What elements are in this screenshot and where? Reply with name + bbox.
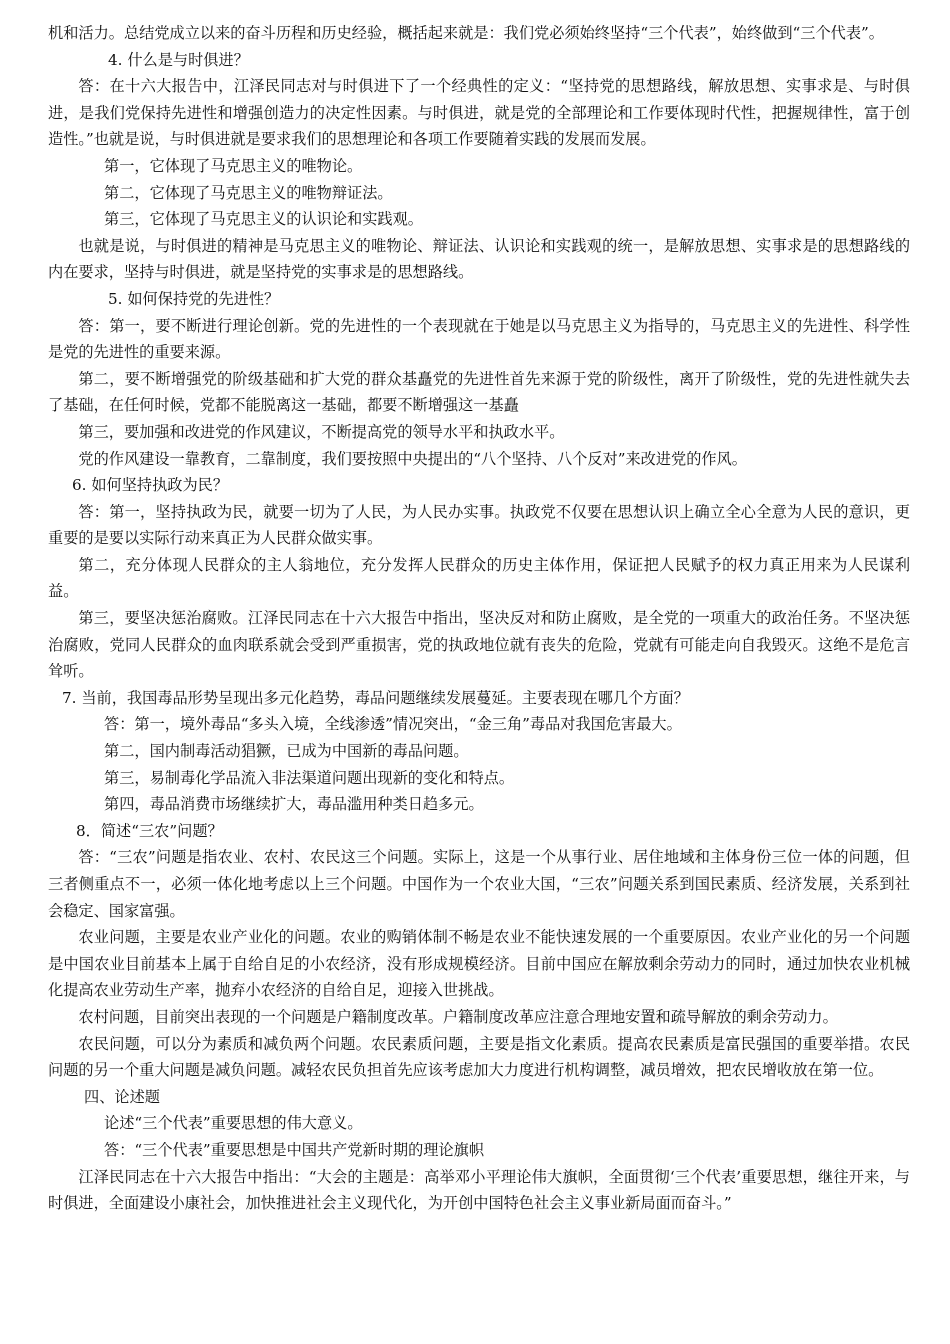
paragraph: 农村问题，目前突出表现的一个问题是户籍制度改革。户籍制度改革应注意合理地安置和疏导解放的剩余劳动力。 [78, 1007, 838, 1026]
question-heading: 8．简述“三农”问题？ [76, 821, 223, 840]
paragraph: 第二，它体现了马克思主义的唯物辩证法。 [104, 183, 393, 202]
paragraph: 答：在十六大报告中，江泽民同志对与时俱进下了一个经典性的定义：“坚持党的思想路线，解放思想、实事求是、与时俱进，是我们党保持先进性和增强创造力的决定性因素。与时俱进，就是党的全部理论和工作要体现时代性，把握规律性，富于创造性。”也就是说，与时俱进就是要求我们的思想理论和各项工作要随着实践的发展而发展。 [48, 77, 910, 149]
paragraph: 第三，要坚决惩治腐败。江泽民同志在十六大报告中指出，坚决反对和防止腐败，是全党的一项重大的政治任务。不坚决惩治腐败，党同人民群众的血肉联系就会受到严重损害，党的执政地位就有丧失的危险，党就有可能走向自我毁灭。这绝不是危言耸听。 [48, 609, 910, 681]
paragraph: 第二，国内制毒活动猖獗，已成为中国新的毒品问题。 [104, 742, 469, 761]
paragraph: 论述“三个代表”重要思想的伟大意义。 [104, 1114, 363, 1133]
question-heading: 7. 当前，我国毒品形势呈现出多元化趋势，毒品问题继续发展蔓延。主要表现在哪几个方面？ [62, 688, 689, 707]
question-heading: 5. 如何保持党的先进性？ [108, 289, 280, 308]
paragraph: 第二，要不断增强党的阶级基础和扩大党的群众基矗党的先进性首先来源于党的阶级性，离开了阶级性，党的先进性就失去了基础，在任何时候，党都不能脱离这一基础，都要不断增强这一基矗 [48, 369, 910, 415]
paragraph: 答：第一，要不断进行理论创新。党的先进性的一个表现就在于她是以马克思主义为指导的，马克思主义的先进性、科学性是党的先进性的重要来源。 [48, 316, 910, 362]
question-heading: 6. 如何坚持执政为民？ [72, 476, 229, 495]
paragraph: 机和活力。总结党成立以来的奋斗历程和历史经验，概括起来就是：我们党必须始终坚持“三个代表”，始终做到“三个代表”。 [48, 24, 884, 42]
paragraph: 第四，毒品消费市场继续扩大，毒品滥用种类日趋多元。 [104, 795, 484, 814]
paragraph: 第三，它体现了马克思主义的认识论和实践观。 [104, 210, 423, 229]
question-heading: 4. 什么是与时俱进？ [108, 50, 249, 69]
paragraph: 答：“三个代表”重要思想是中国共产党新时期的理论旗帜 [104, 1140, 485, 1159]
paragraph: 答：第一，境外毒品“多头入境，全线渗透”情况突出，“金三角”毒品对我国危害最大。 [104, 715, 682, 734]
paragraph: 江泽民同志在十六大报告中指出：“大会的主题是：高举邓小平理论伟大旗帜，全面贯彻‘三个代表’重要思想，继往开来，与时俱进，全面建设小康社会，加快推进社会主义现代化，为开创中国特色社会主义事业新局面而奋斗。” [48, 1167, 910, 1213]
paragraph: 农业问题，主要是农业产业化的问题。农业的购销体制不畅是农业不能快速发展的一个重要原因。农业产业化的另一个问题是中国农业目前基本上属于自给自足的小农经济，没有形成规模经济。目前中国应在解放剩余劳动力的同时，通过加快农业机械化提高农业劳动生产率，抛弃小农经济的自给自足，迎接入世挑战。 [48, 928, 910, 1000]
paragraph: 党的作风建设一靠教育，二靠制度，我们要按照中央提出的“八个坚持、八个反对”来改进党的作风。 [78, 449, 747, 468]
paragraph: 第三，易制毒化学品流入非法渠道问题出现新的变化和特点。 [104, 768, 515, 787]
paragraph: 第三，要加强和改进党的作风建议，不断提高党的领导水平和执政水平。 [78, 422, 565, 441]
section-heading: 四、论述题 [84, 1087, 160, 1106]
paragraph: 农民问题，可以分为素质和减负两个问题。农民素质问题，主要是指文化素质。提高农民素质是富民强国的重要举措。农民问题的另一个重大问题是减负问题。减轻农民负担首先应该考虑加大力度进行机构调整，减员增效，把农民增收放在第一位。 [48, 1034, 910, 1080]
paragraph: 第一，它体现了马克思主义的唯物论。 [104, 156, 363, 175]
paragraph: 第二，充分体现人民群众的主人翁地位，充分发挥人民群众的历史主体作用，保证把人民赋予的权力真正用来为人民谋利益。 [48, 555, 910, 601]
paragraph: 也就是说，与时俱进的精神是马克思主义的唯物论、辩证法、认识论和实践观的统一，是解放思想、实事求是的思想路线的内在要求，坚持与时俱进，就是坚持党的实事求是的思想路线。 [48, 236, 910, 282]
paragraph: 答：“三农”问题是指农业、农村、农民这三个问题。实际上，这是一个从事行业、居住地域和主体身份三位一体的问题，但三者侧重点不一，必须一体化地考虑以上三个问题。中国作为一个农业大国，“三农”问题关系到国民素质、经济发展，关系到社会稳定、国家富强。 [48, 848, 910, 920]
paragraph: 答：第一，坚持执政为民，就要一切为了人民，为人民办实事。执政党不仅要在思想认识上确立全心全意为人民的意识，更重要的是要以实际行动来真正为人民群众做实事。 [48, 502, 910, 548]
